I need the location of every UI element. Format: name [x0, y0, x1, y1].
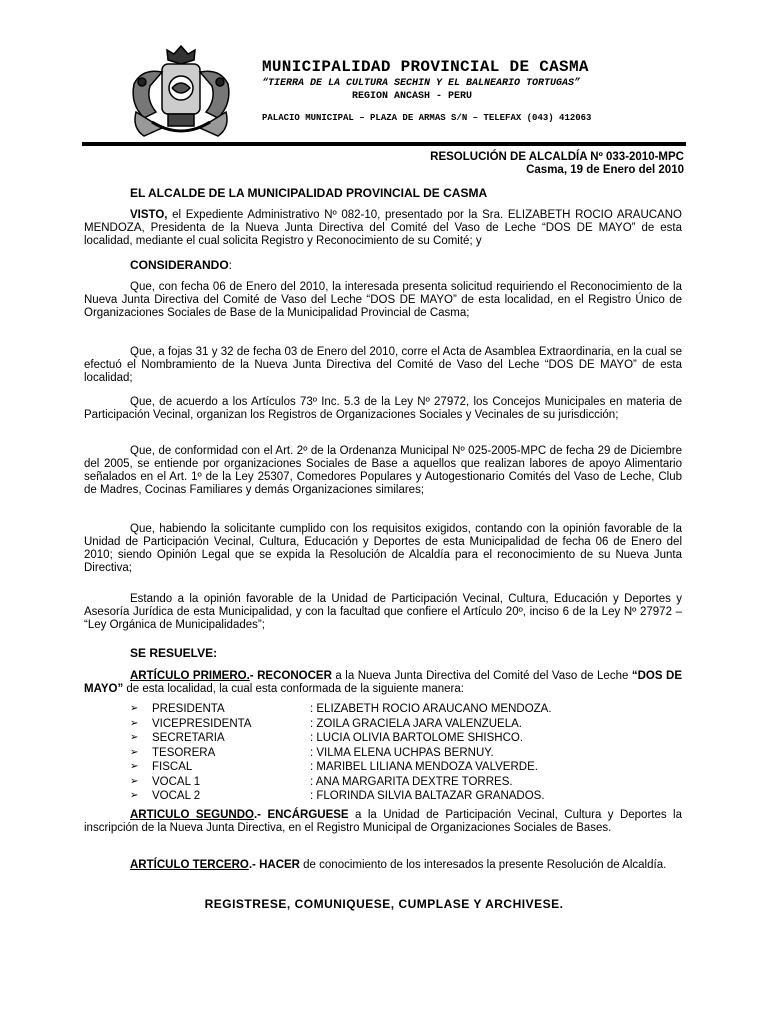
arrow-bullet-icon: ➢ — [130, 775, 139, 787]
articulo-tercero-paragraph — [84, 859, 682, 872]
visto-label: VISTO, — [130, 209, 168, 221]
articulo-primero-paragraph — [84, 670, 682, 696]
junta-member-name: : ANA MARGARITA DEXTRE TORRES. — [310, 775, 513, 788]
considerando-paragraph-6 — [84, 593, 682, 632]
visto-text: el Expediente Administrativo Nº 082-10, presentado por la Sra. ELIZABETH ROCIO ARAUCANO MENDOZA, Presidenta de la Nueva Junta Directiva del Comité del Vaso de Leche “DOS DE MAYO” de esta localidad, mediante el cual solicita Registro y Reconocimiento de su Comité; y — [84, 209, 682, 247]
committee-name: “DOS DE MAYO” — [84, 670, 682, 695]
considerando-label: CONSIDERANDO — [130, 258, 229, 272]
resolution-number: RESOLUCIÓN DE ALCALDÍA Nº 033-2010-MPC — [430, 151, 684, 163]
considerando-paragraph-4 — [84, 445, 682, 497]
junta-member-row — [130, 775, 610, 790]
municipality-region: REGION ANCASH - PERU — [352, 91, 473, 102]
arrow-bullet-icon: ➢ — [130, 717, 139, 729]
issuer-heading: EL ALCALDE DE LA MUNICIPALIDAD PROVINCIAL DE CASMA — [130, 186, 488, 200]
junta-member-role: PRESIDENTA — [152, 703, 225, 715]
articulo-tercero-dash: .- — [248, 859, 256, 871]
arrow-bullet-icon: ➢ — [130, 703, 139, 714]
header-divider — [82, 142, 686, 146]
junta-member-role: SECRETARIA — [152, 732, 225, 744]
closing-formula: REGISTRESE, COMUNIQUESE, CUMPLASE Y ARCHIVESE. — [204, 897, 564, 911]
articulo-segundo-paragraph — [84, 809, 682, 835]
articulo-segundo-dash: .- — [253, 809, 262, 821]
considerando-text-2: Que, a fojas 31 y 32 de fecha 03 de Enero del 2010, corre el Acta de Asamblea Extraordinaria, en la cual se efectuó el Nombramiento de la Nueva Junta Directiva del Comité de Vaso del Leche “DOS DE MAYO” de esta localidad; — [84, 346, 682, 384]
resolution-date: Casma, 19 de Enero del 2010 — [526, 164, 684, 176]
municipality-motto: “TIERRA DE LA CULTURA SECHIN Y EL BALNEARIO TORTUGAS” — [262, 78, 581, 89]
considerando-heading — [130, 258, 232, 272]
considerando-paragraph-5 — [84, 523, 682, 575]
arrow-bullet-icon: ➢ — [130, 732, 139, 743]
considerando-colon: : — [228, 258, 233, 272]
considerando-paragraph-2 — [84, 346, 682, 385]
considerando-text-1: Que, con fecha 06 de Enero del 2010, la interesada presenta solicitud requiriendo el Reconocimiento de la Nueva Junta Directiva del Comité de Vaso del Leche “DOS DE MAYO” de esta localidad, en el Registro Único de Organizaciones Sociales de Base de la Municipalidad Provincial de Casma; — [84, 281, 682, 319]
junta-member-name: : ELIZABETH ROCIO ARAUCANO MENDOZA. — [310, 703, 552, 715]
arrow-bullet-icon: ➢ — [130, 761, 139, 772]
considerando-text-6: Estando a la opinión favorable de la Unidad de Participación Vecinal, Cultura, Educación y Deportes y Asesoría Jurídica de esta Municipalidad, y con la facultad que confiere el Artículo 20º, inciso 6 de la Ley Nº 27972 – “Ley Orgánica de Municipalidades”; — [84, 593, 682, 631]
articulo-segundo-text: a la Unidad de Participación Vecinal, Cultura y Deportes la inscripción de la Nueva Junta Directiva, en el Registro Municipal de Organizaciones Sociales de Bases. — [84, 809, 682, 834]
arrow-bullet-icon: ➢ — [130, 746, 139, 758]
considerando-text-5: Que, habiendo la solicitante cumplido con los requisitos exigidos, contando con la opinión favorable de la Unidad de Participación Vecinal, Cultura, Educación y Deportes de esta Municipalidad de fecha 06 de Enero del 2010; siendo Opinión Legal que se expida la Resolución de Alcaldía para el reconocimiento de su Nueva Junta Directiva; — [84, 523, 682, 574]
junta-member-name: : ZOILA GRACIELA JARA VALENZUELA. — [310, 717, 522, 730]
municipal-crest-icon — [122, 42, 240, 144]
articulo-primero-verb: RECONOCER — [257, 670, 332, 682]
junta-member-row — [130, 746, 610, 761]
junta-member-row — [130, 760, 610, 775]
junta-member-role: TESORERA — [152, 746, 216, 759]
visto-paragraph — [84, 209, 682, 248]
junta-member-role: VICEPRESIDENTA — [152, 717, 252, 730]
articulo-tercero-text: de conocimiento de los interesados la presente Resolución de Alcaldía. — [299, 859, 667, 871]
municipality-title: MUNICIPALIDAD PROVINCIAL DE CASMA — [262, 58, 589, 76]
junta-member-row — [130, 789, 610, 804]
articulo-primero-label: ARTÍCULO PRIMERO. — [130, 670, 250, 682]
considerando-text-3: Que, de acuerdo a los Artículos 73º Inc. 5.3 de la Ley Nº 27972, los Concejos Municipales en materia de Participación Vecinal, organizan los Registros de Organizaciones Sociales y Vecinales de su jurisdicción; — [84, 396, 682, 421]
considerando-paragraph-1 — [84, 281, 682, 320]
junta-member-row — [130, 717, 610, 732]
junta-member-row — [130, 702, 610, 717]
considerando-text-4: Que, de conformidad con el Art. 2º de la Ordenanza Municipal Nº 025-2005-MPC de fecha 29 de Diciembre del 2005, se entiende por organizaciones Sociales de Base a aquellos que realizan labores de apoyo Alimentario señalados en el Art. 1º de la Ley 25307, Comedores Populares y Autogestionario Comités del Vaso de Leche, Club de Madres, Cocinas Familiares y demás Organizaciones similares; — [84, 445, 682, 496]
se-resuelve-heading: SE RESUELVE: — [130, 646, 218, 660]
junta-member-role: VOCAL 1 — [152, 775, 201, 788]
articulo-tercero-label: ARTÍCULO TERCERO — [130, 859, 249, 871]
articulo-primero-text-1: a la Nueva Junta Directiva del Comité del Vaso de Leche — [331, 670, 632, 682]
junta-directiva-list — [130, 702, 610, 804]
articulo-tercero-verb: HACER — [259, 859, 300, 871]
junta-member-name: : LUCIA OLIVIA BARTOLOME SHISHCO. — [310, 732, 524, 744]
articulo-primero-text-2: de esta localidad, la cual esta conformada de la siguiente manera: — [123, 683, 464, 695]
considerando-paragraph-3 — [84, 396, 682, 422]
junta-member-role: FISCAL — [152, 761, 193, 773]
arrow-bullet-icon: ➢ — [130, 790, 139, 801]
junta-member-name: : FLORINDA SILVIA BALTAZAR GRANADOS. — [310, 790, 545, 802]
junta-member-name: : VILMA ELENA UCHPAS BERNUY. — [310, 746, 494, 759]
junta-member-role: VOCAL 2 — [152, 790, 201, 802]
junta-member-name: : MARIBEL LILIANA MENDOZA VALVERDE. — [310, 761, 538, 773]
articulo-segundo-label: ARTICULO SEGUNDO — [130, 809, 254, 821]
articulo-segundo-verb: ENCÁRGUESE — [267, 809, 349, 821]
articulo-primero-dash: - — [249, 670, 254, 682]
municipality-address: PALACIO MUNICIPAL – PLAZA DE ARMAS S/N – TELEFAX (043) 412063 — [262, 113, 592, 123]
junta-member-row — [130, 731, 610, 746]
